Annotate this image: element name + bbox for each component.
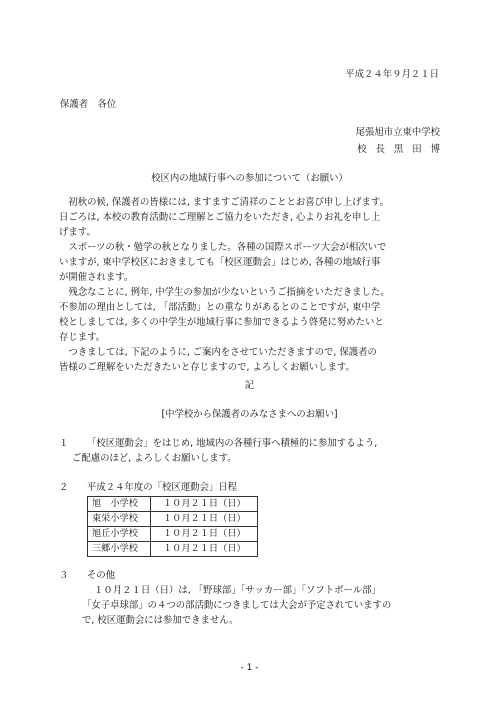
table-row <box>88 512 258 527</box>
sender-school: 尾張旭市立東中学校 <box>355 127 440 138</box>
body-line: 存じます。 <box>59 332 106 343</box>
body-line: いますが, 東中学校区におきましても「校区運動会」はじめ, 各種の地域行事 <box>59 257 381 268</box>
recipient: 保護者 各位 <box>60 99 117 110</box>
sender-principal: 校 長 黒 田 博 <box>357 144 440 155</box>
body-line: 校としましては, 多くの中学生が地域行事に参加できるよう啓発に努めたいと <box>59 317 384 328</box>
body-line: 日ごろは, 本校の教育活動にご理解とご協力をいただき, 心よりお礼を申し上 <box>59 212 381 223</box>
item-text: 「校区運動会」をはじめ, 地域内の各種行事へ積極的に参加するよう, <box>87 438 378 449</box>
item-text: で, 校区運動会には参加できません。 <box>82 615 239 626</box>
schedule-heading: 平成２４年度の「校区運動会」日程 <box>87 482 238 493</box>
document-title: 校区内の地域行事への参加について（お願い） <box>151 173 348 184</box>
request-heading: [中学校から保護者のみなさまへのお願い] <box>161 409 338 420</box>
date-cell: １０月２１日（日） <box>151 497 258 512</box>
item-text: ご配慮のほど, よろしくお願いします。 <box>72 453 237 464</box>
table-row <box>88 497 258 512</box>
school-cell: 旭 小学校 <box>88 497 151 512</box>
body-line: 残念なことに, 例年, 中学生の参加が少ないというご指摘をいただきました。 <box>59 287 390 298</box>
item-number: １ <box>59 438 69 449</box>
item-number: ３ <box>59 570 69 581</box>
schedule-table <box>87 496 258 557</box>
school-cell: 三郷小学校 <box>88 542 151 557</box>
body-line: つきましては, 下記のように, ご案内をさせていただきますので, 保護者の <box>59 347 377 358</box>
school-cell: 旭丘小学校 <box>88 527 151 542</box>
body-line: スポーツの秋・勉学の秋となりました。各種の国際スポーツ大会が相次いで <box>59 242 387 253</box>
body-line: 初秋の候, 保護者の皆様には, ますますご清祥のこととお喜び申し上げます。 <box>59 197 389 208</box>
table-row <box>88 542 258 557</box>
document-date: 平成２４年９月２１日 <box>345 69 439 80</box>
body-line: が開催されます。 <box>59 272 134 283</box>
body-line: げます。 <box>59 227 96 238</box>
item-number: ２ <box>59 482 69 493</box>
school-cell: 東栄小学校 <box>88 512 151 527</box>
table-row <box>88 527 258 542</box>
other-heading: その他 <box>87 570 116 581</box>
page-number: - 1 - <box>240 663 259 673</box>
ki-heading: 記 <box>244 380 255 391</box>
date-cell: １０月２１日（日） <box>151 542 258 557</box>
item-text: 「女子卓球部」の４つの部活動につきましては大会が予定されていますの <box>82 600 392 611</box>
item-text: １０月２１日（日）は, 「野球部」「サッカー部」「ソフトボール部」 <box>94 585 381 596</box>
date-cell: １０月２１日（日） <box>151 527 258 542</box>
body-line: 不参加の理由としては, 「部活動」との重なりがあるとのことですが, 東中学 <box>59 302 381 313</box>
date-cell: １０月２１日（日） <box>151 512 258 527</box>
body-line: 皆様のご理解をいただきたいと存じますので, よろしくお願いします。 <box>59 362 355 373</box>
